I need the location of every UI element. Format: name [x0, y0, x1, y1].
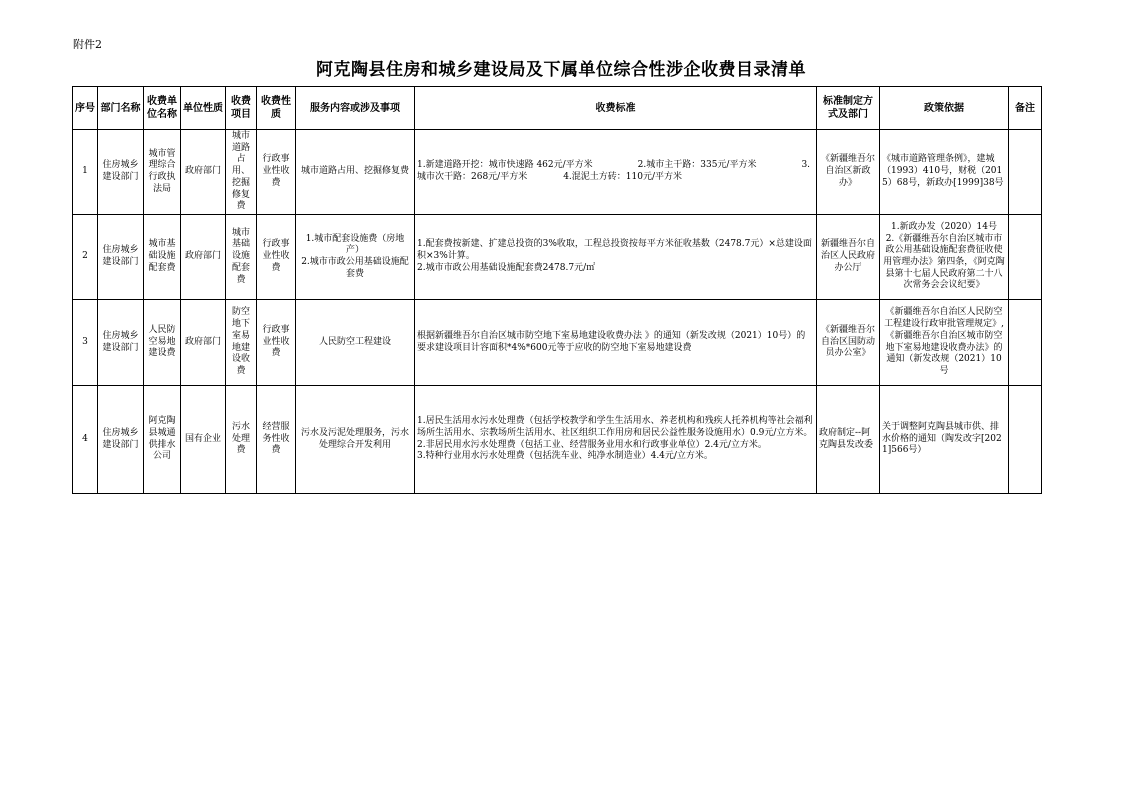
cell-basis: 《城市道路管理条例》，建城（1993）410号，财税（2015）68号，新政办[1999]38号 — [880, 130, 1009, 215]
cell-unit-type: 国有企业 — [181, 386, 226, 494]
header-remark: 备注 — [1009, 87, 1042, 130]
cell-unit-type: 政府部门 — [181, 215, 226, 300]
cell-unit-type: 政府部门 — [181, 130, 226, 215]
cell-item-type: 行政事业性收费 — [257, 130, 296, 215]
table-row — [73, 130, 1042, 215]
cell-seq: 4 — [73, 386, 98, 494]
cell-item: 防空地下室易地建设收费 — [226, 300, 257, 386]
header-standard: 收费标准 — [415, 87, 817, 130]
cell-dept: 住房城乡建设部门 — [98, 386, 144, 494]
cell-standard: 1.新建道路开挖：城市快速路 462元/平方米 2.城市主干路：335元/平方米 3.城市次干路：268元/平方米 4.混泥土方砖：110元/平方米 — [415, 130, 817, 215]
cell-item-type: 经营服务性收费 — [257, 386, 296, 494]
cell-basis: 1.新政办发（2020）14号 2.《新疆维吾尔自治区城市市政公用基础设施配套费征收使用管理办法》第四条，《阿克陶县第十七届人民政府第二十八次常务会会议纪要》 — [880, 215, 1009, 300]
table-row — [73, 215, 1042, 300]
cell-seq: 3 — [73, 300, 98, 386]
cell-unit: 阿克陶县城通供排水公司 — [144, 386, 181, 494]
cell-service: 人民防空工程建设 — [296, 300, 415, 386]
cell-service: 1.城市配套设施费（房地产） 2.城市市政公用基础设施配套费 — [296, 215, 415, 300]
cell-service: 城市道路占用、挖掘修复费 — [296, 130, 415, 215]
cell-maker: 《新疆维吾尔自治区新政办》 — [817, 130, 880, 215]
cell-basis: 《新疆维吾尔自治区人民防空工程建设行政审批管理规定》,《新疆维吾尔自治区城市防空地下室易地建设收费办法》的通知（新发改规（2021）10号 — [880, 300, 1009, 386]
header-item-type: 收费性质 — [257, 87, 296, 130]
table-row — [73, 386, 1042, 494]
table-row — [73, 300, 1042, 386]
cell-service: 污水及污泥处理服务，污水处理综合开发利用 — [296, 386, 415, 494]
cell-standard: 1.配套费按新建、扩建总投资的3%收取，工程总投资按每平方米征收基数（2478.7元）×总建设面积×3%计算。 2.城市市政公用基础设施配套费2478.7元/㎡ — [415, 215, 817, 300]
header-maker: 标准制定方式及部门 — [817, 87, 880, 130]
header-seq: 序号 — [73, 87, 98, 130]
cell-remark — [1009, 130, 1042, 215]
header-item: 收费项目 — [226, 87, 257, 130]
header-unit-type: 单位性质 — [181, 87, 226, 130]
cell-maker: 《新疆维吾尔自治区国防动员办公室》 — [817, 300, 880, 386]
header-basis: 政策依据 — [880, 87, 1009, 130]
cell-remark — [1009, 300, 1042, 386]
attachment-label: 附件2 — [73, 38, 102, 51]
cell-item: 污水处理费 — [226, 386, 257, 494]
cell-unit: 城市基础设施配套费 — [144, 215, 181, 300]
cell-remark — [1009, 215, 1042, 300]
cell-seq: 2 — [73, 215, 98, 300]
cell-unit-type: 政府部门 — [181, 300, 226, 386]
cell-seq: 1 — [73, 130, 98, 215]
cell-standard: 根据新疆维吾尔自治区城市防空地下室易地建设收费办法 》的通知（新发改规（2021）10号）的要求建设项目计容面积*4%*600元等于应收的防空地下室易地建设费 — [415, 300, 817, 386]
cell-item: 城市道路占用、挖掘修复费 — [226, 130, 257, 215]
cell-item-type: 行政事业性收费 — [257, 300, 296, 386]
header-dept: 部门名称 — [98, 87, 144, 130]
cell-unit: 城市管理综合行政执法局 — [144, 130, 181, 215]
cell-item-type: 行政事业性收费 — [257, 215, 296, 300]
cell-dept: 住房城乡建设部门 — [98, 215, 144, 300]
cell-standard: 1.居民生活用水污水处理费（包括学校教学和学生生活用水、养老机构和残疾人托养机构等社会福利场所生活用水、宗教场所生活用水、社区组织工作用房和居民公益性服务设施用水）0.9元/立方米。 2.非居民用水污水处理费（包括工业、经营服务业用水和行政事业单位）2.4元/立方米。 3.特种行业用水污水处理费（包括洗车业、纯净水制造业）4.4元/立方米。 — [415, 386, 817, 494]
header-unit: 收费单位名称 — [144, 87, 181, 130]
cell-dept: 住房城乡建设部门 — [98, 300, 144, 386]
header-service: 服务内容或涉及事项 — [296, 87, 415, 130]
page-title: 阿克陶县住房和城乡建设局及下属单位综合性涉企收费目录清单 — [316, 60, 806, 80]
cell-maker: 政府制定--阿克陶县发改委 — [817, 386, 880, 494]
cell-basis: 关于调整阿克陶县城市供、排水价格的通知（陶发改字[2021]566号） — [880, 386, 1009, 494]
cell-dept: 住房城乡建设部门 — [98, 130, 144, 215]
cell-remark — [1009, 386, 1042, 494]
fee-table — [72, 86, 1042, 494]
cell-maker: 新疆维吾尔自治区人民政府办公厅 — [817, 215, 880, 300]
cell-item: 城市基础设施配套费 — [226, 215, 257, 300]
table-header-row — [73, 87, 1042, 130]
cell-unit: 人民防空易地建设费 — [144, 300, 181, 386]
